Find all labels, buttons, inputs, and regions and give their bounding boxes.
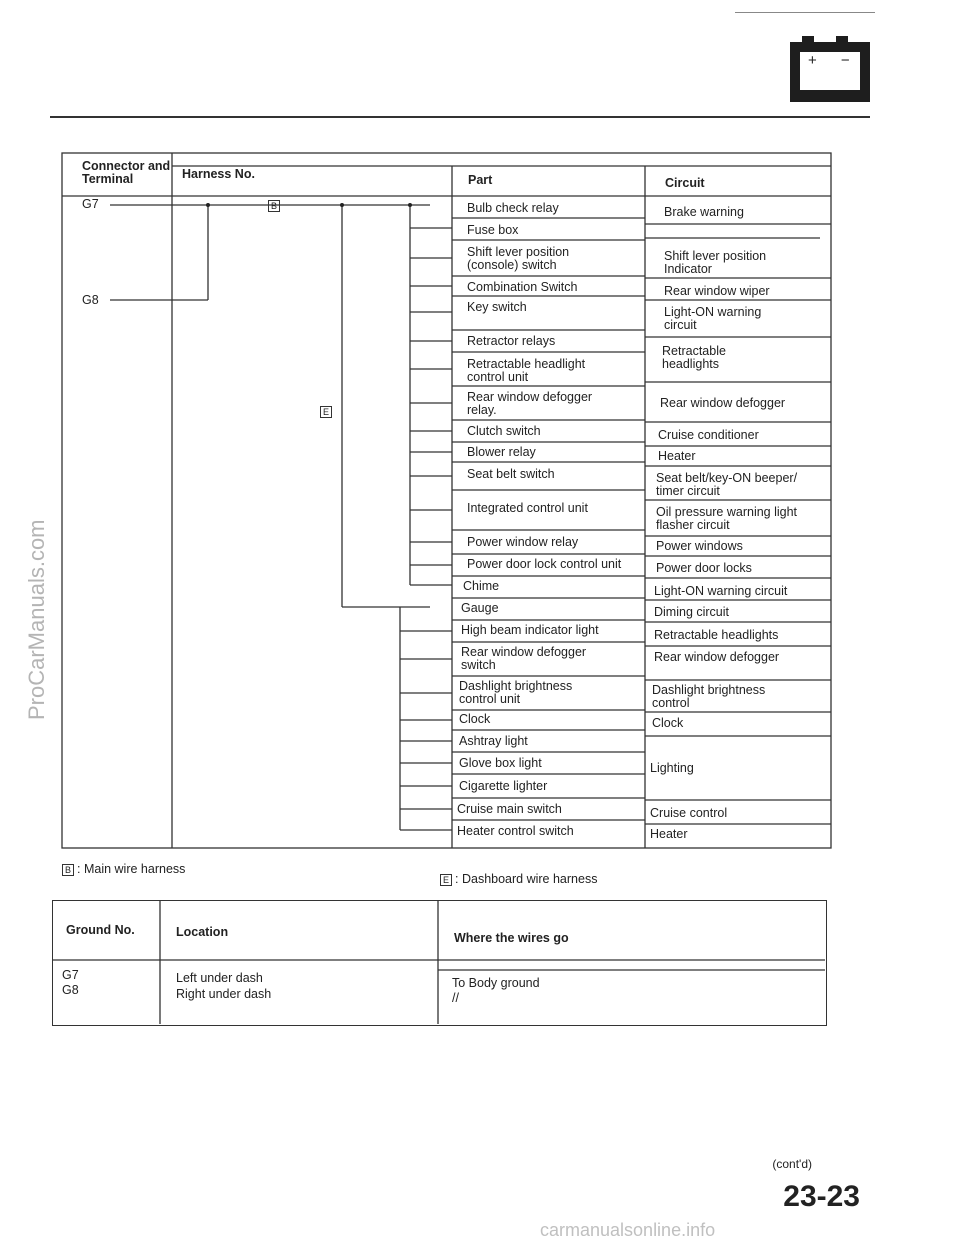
circuit-cell: Cruise control [650, 806, 728, 820]
part-cell: Shift lever position (console) switch [467, 245, 570, 272]
part-cell: Combination Switch [467, 280, 578, 294]
site-watermark: carmanualsonline.info [540, 1220, 716, 1240]
connector-g7: G7 [82, 197, 99, 211]
part-cell: Seat belt switch [467, 467, 555, 481]
circuit-cell: Heater [650, 827, 688, 841]
ground-where: To Body ground // [452, 976, 540, 1005]
part-cell: Blower relay [467, 445, 536, 459]
legend-dashboard-harness: E : Dashboard wire harness [440, 872, 597, 886]
part-cell: Chime [463, 579, 500, 593]
part-cell: Cruise main switch [457, 802, 562, 816]
harness-label-b: B [268, 199, 283, 212]
circuit-cell: Heater [658, 449, 696, 463]
circuit-cell: Dashlight brightness control [652, 683, 766, 710]
circuit-cell: Rear window defogger [660, 396, 786, 410]
circuit-cell: Cruise conditioner [658, 428, 759, 442]
part-cell: Clock [459, 712, 491, 726]
ground-locations: Left under dash Right under dash [176, 971, 272, 1001]
connector-g8: G8 [82, 293, 99, 307]
part-cell: Dashlight brightness control unit [459, 679, 573, 706]
legend-main-harness: B : Main wire harness [62, 862, 185, 876]
circuit-cell: Diming circuit [654, 605, 730, 619]
part-cell: Key switch [467, 300, 527, 314]
watermark-text: ProCarManuals.com [24, 519, 49, 720]
circuit-cell: Light-ON warning circuit [664, 305, 762, 332]
part-cell: Rear window defogger relay. [467, 390, 593, 417]
part-cell: Rear window defogger switch [461, 645, 587, 672]
legend-e-icon: E [440, 874, 452, 886]
page-number: 23-23 [783, 1180, 860, 1213]
harness-label-e: E [320, 405, 335, 418]
circuit-cell: Power windows [656, 539, 743, 553]
part-cell: Ashtray light [459, 734, 528, 748]
part-cell: Gauge [461, 601, 499, 615]
part-cell: Cigarette lighter [459, 779, 548, 793]
circuit-cell: Lighting [650, 761, 694, 775]
battery-icon: + − [790, 42, 870, 102]
header-location: Location [176, 925, 229, 939]
header-circuit: Circuit [665, 176, 705, 190]
circuit-cell: Power door locks [656, 561, 752, 575]
circuit-cell: Retractable headlights [662, 344, 726, 371]
circuit-cell: Retractable headlights [654, 628, 779, 642]
continued-label: (cont'd) [772, 1157, 812, 1171]
part-cell: Clutch switch [467, 424, 541, 438]
header-connector-terminal: Connector and Terminal [82, 159, 171, 186]
circuit-cell: Seat belt/key-ON beeper/ timer circuit [656, 471, 798, 498]
part-cell: Bulb check relay [467, 201, 559, 215]
header-harness-no: Harness No. [182, 167, 255, 181]
header-where-wires-go: Where the wires go [454, 931, 569, 945]
part-cell: High beam indicator light [461, 623, 599, 637]
part-cell: Retractable headlight control unit [467, 357, 586, 384]
circuit-cell: Light-ON warning circuit [654, 584, 788, 598]
part-cell: Heater control switch [457, 824, 574, 838]
part-cell: Glove box light [459, 756, 542, 770]
circuit-cell: Clock [652, 716, 684, 730]
part-cell: Integrated control unit [467, 501, 588, 515]
circuit-cell: Rear window defogger [654, 650, 780, 664]
ground-nos: G7 G8 [62, 968, 79, 997]
legend-b-icon: B [62, 864, 74, 876]
part-cell: Power door lock control unit [467, 557, 622, 571]
circuit-cell: Rear window wiper [664, 284, 770, 298]
circuit-cell: Shift lever position Indicator [664, 249, 767, 276]
header-part: Part [468, 173, 493, 187]
circuit-cell: Brake warning [664, 205, 744, 219]
part-cell: Retractor relays [467, 334, 556, 348]
circuit-cell: Oil pressure warning light flasher circuit [656, 505, 798, 532]
header-ground-no: Ground No. [66, 923, 135, 937]
part-cell: Power window relay [467, 535, 579, 549]
part-cell: Fuse box [467, 223, 519, 237]
